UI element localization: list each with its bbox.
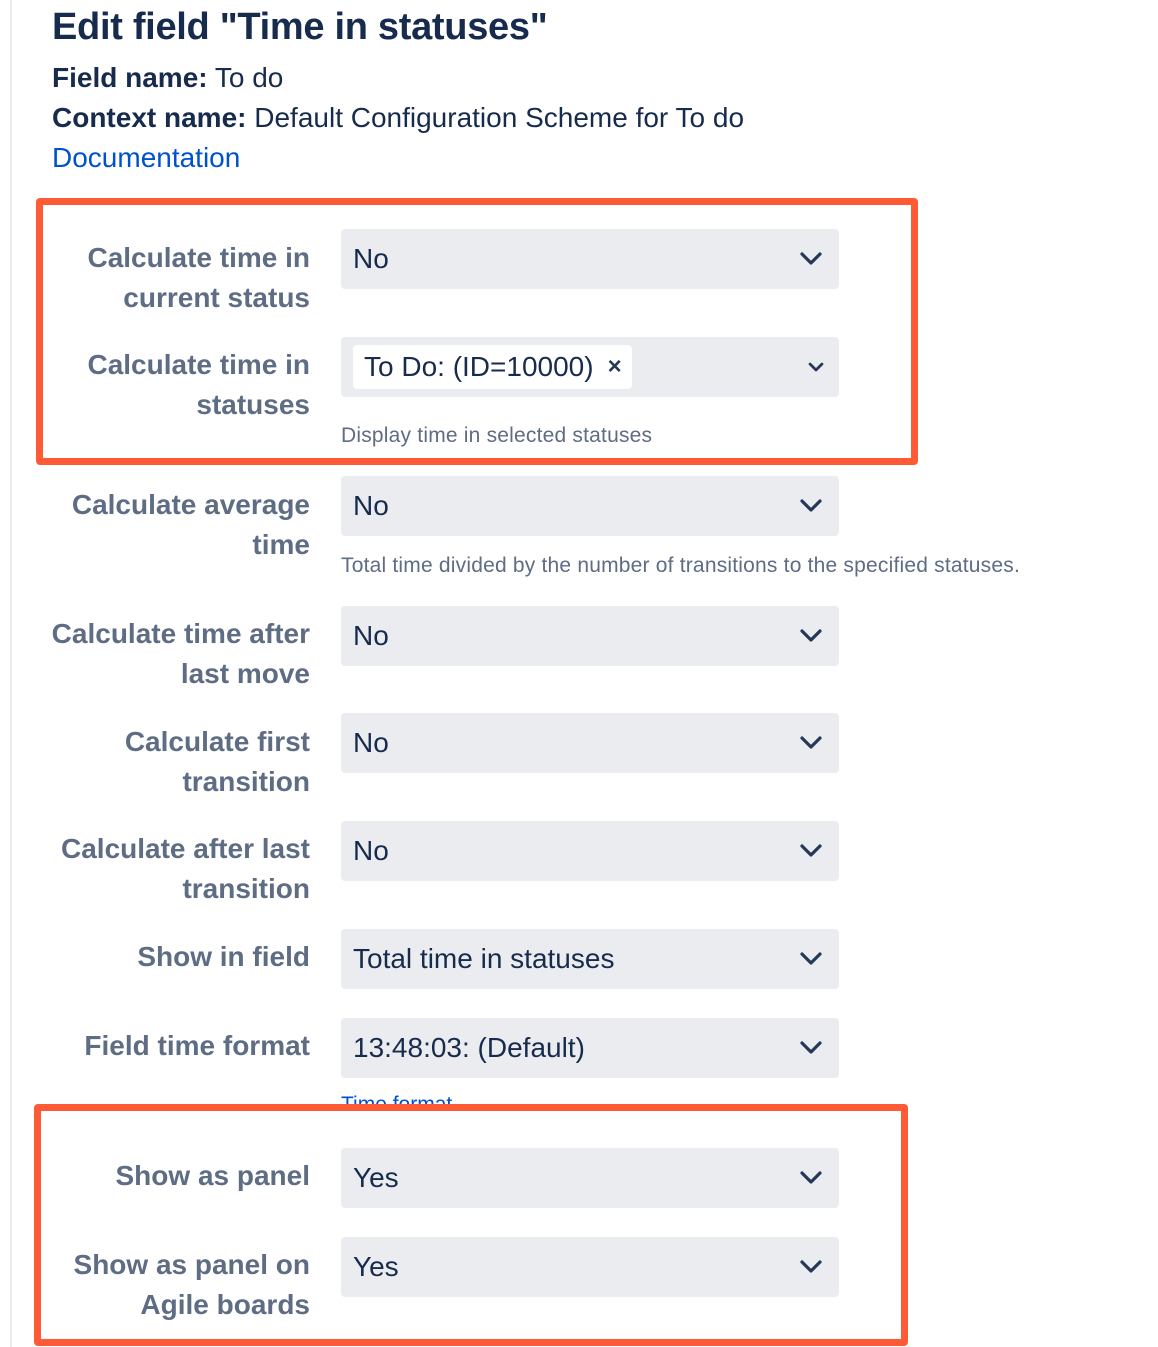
show-as-panel-label-line1: Show as panel xyxy=(115,1160,310,1191)
context-name-line xyxy=(52,102,744,134)
context-name-value: Default Configuration Scheme for To do xyxy=(254,102,745,133)
show-on-agile-label-line1: Show as panel on xyxy=(73,1249,310,1280)
after-last-transition-label xyxy=(10,829,310,909)
time-format-help-link[interactable]: Time format xyxy=(341,1093,453,1116)
statuses-multiselect[interactable] xyxy=(341,337,839,397)
first-transition-label-line1: Calculate first xyxy=(124,726,310,757)
after-last-transition-select[interactable] xyxy=(341,821,839,881)
show-in-field-label xyxy=(10,937,310,977)
time-format-label-line1: Field time format xyxy=(84,1030,310,1061)
show-in-field-select[interactable] xyxy=(341,929,839,989)
show-as-panel-value: Yes xyxy=(353,1162,399,1193)
time-format-label xyxy=(10,1026,310,1066)
after-last-move-value: No xyxy=(353,620,389,651)
field-name-value: To do xyxy=(214,62,284,93)
show-as-panel-select[interactable] xyxy=(341,1148,839,1208)
average-time-help-text: Total time divided by the number of transitions to the specified statuses. xyxy=(341,554,1020,577)
after-last-transition-value: No xyxy=(353,835,389,866)
close-icon[interactable]: × xyxy=(607,353,622,380)
show-as-panel-label xyxy=(10,1156,310,1196)
chevron-down-icon xyxy=(799,496,823,516)
chevron-down-icon xyxy=(799,249,823,269)
show-in-field-value: Total time in statuses xyxy=(353,943,615,974)
time-format-select[interactable] xyxy=(341,1018,839,1078)
chevron-down-icon xyxy=(799,1257,823,1277)
first-transition-value: No xyxy=(353,727,389,758)
statuses-label xyxy=(10,345,310,425)
show-on-agile-select[interactable] xyxy=(341,1237,839,1297)
current-status-select[interactable] xyxy=(341,229,839,289)
chevron-down-icon xyxy=(799,841,823,861)
first-transition-select[interactable] xyxy=(341,713,839,773)
context-name-label: Context name: xyxy=(52,102,247,133)
show-in-field-label-line1: Show in field xyxy=(137,941,310,972)
documentation-link[interactable]: Documentation xyxy=(52,142,241,173)
field-name-label: Field name: xyxy=(52,62,208,93)
average-time-select[interactable] xyxy=(341,476,839,536)
average-time-label-line1: Calculate average xyxy=(71,489,310,520)
average-time-label xyxy=(10,485,310,565)
first-transition-label-line2: transition xyxy=(182,766,310,797)
time-format-value: 13:48:03: (Default) xyxy=(353,1032,585,1063)
after-last-move-label xyxy=(10,614,310,694)
first-transition-label xyxy=(10,722,310,802)
current-status-value: No xyxy=(353,243,389,274)
average-time-label-line2: time xyxy=(252,529,310,560)
chevron-down-icon xyxy=(799,733,823,753)
chevron-down-icon xyxy=(799,626,823,646)
field-name-line xyxy=(52,62,283,94)
current-status-label-line1: Calculate time in xyxy=(87,242,310,273)
chevron-down-icon xyxy=(807,359,825,375)
chevron-down-icon xyxy=(799,949,823,969)
after-last-transition-label-line1: Calculate after last xyxy=(61,833,310,864)
statuses-label-line2: statuses xyxy=(196,389,310,420)
show-on-agile-value: Yes xyxy=(353,1251,399,1282)
current-status-label xyxy=(10,238,310,318)
after-last-move-label-line2: last move xyxy=(180,658,310,689)
average-time-value: No xyxy=(353,490,389,521)
after-last-move-label-line1: Calculate time after xyxy=(51,618,310,649)
current-status-label-line2: current status xyxy=(123,282,310,313)
page-title: Edit field "Time in statuses" xyxy=(52,6,548,48)
after-last-move-select[interactable] xyxy=(341,606,839,666)
statuses-help-text: Display time in selected statuses xyxy=(341,424,653,447)
status-tag xyxy=(353,345,632,389)
chevron-down-icon xyxy=(799,1168,823,1188)
status-tag-label: To Do: (ID=10000) xyxy=(364,351,594,382)
show-on-agile-label xyxy=(10,1245,310,1325)
show-on-agile-label-line2: Agile boards xyxy=(140,1289,310,1320)
chevron-down-icon xyxy=(799,1038,823,1058)
after-last-transition-label-line2: transition xyxy=(182,873,310,904)
statuses-label-line1: Calculate time in xyxy=(87,349,310,380)
